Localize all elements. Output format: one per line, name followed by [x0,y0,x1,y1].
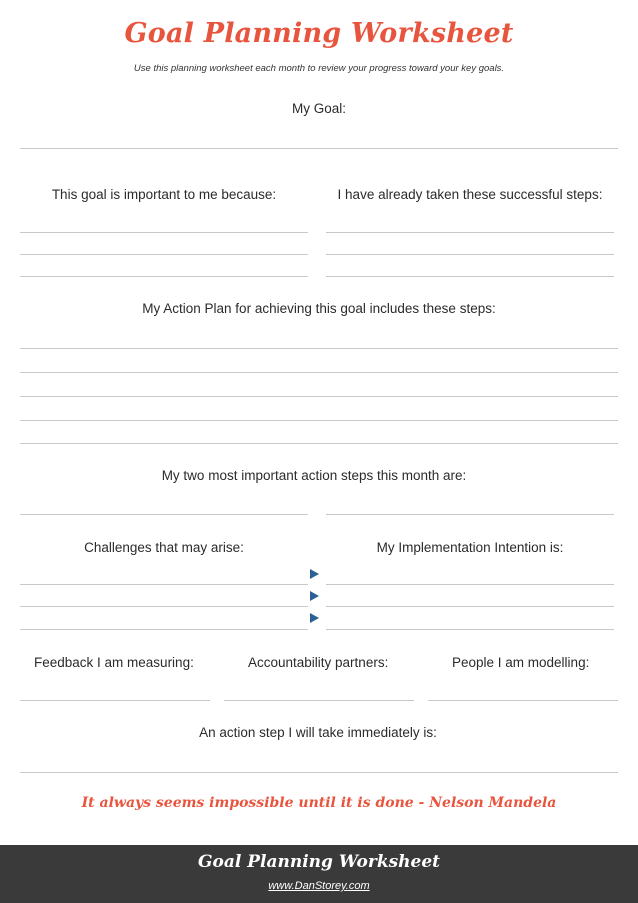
feedback-line[interactable] [20,700,210,701]
important-because-line-1[interactable] [20,232,308,233]
challenges-line-2[interactable] [20,606,308,607]
challenges-line-1[interactable] [20,584,308,585]
page-title: Goal Planning Worksheet [124,18,514,49]
accountability-label: Accountability partners: [248,655,389,670]
action-plan-line-3[interactable] [20,396,618,397]
accountability-line[interactable] [224,700,414,701]
two-steps-line-2[interactable] [326,514,614,515]
successful-steps-line-3[interactable] [326,276,614,277]
important-because-line-2[interactable] [20,254,308,255]
modelling-label: People I am modelling: [452,655,590,670]
two-steps-label: My two most important action steps this month are: [161,468,467,483]
action-plan-line-2[interactable] [20,372,618,373]
implementation-label: My Implementation Intention is: [376,540,564,555]
footer-link[interactable]: www.DanStorey.com [268,880,370,892]
immediate-step-label: An action step I will take immediately is: [199,725,437,740]
challenges-line-3[interactable] [20,629,308,630]
action-plan-line-5[interactable] [20,443,618,444]
successful-steps-label: I have already taken these successful steps: [337,187,603,202]
implementation-line-2[interactable] [326,606,614,607]
important-because-line-3[interactable] [20,276,308,277]
arrow-right-icon [310,591,319,601]
important-because-label: This goal is important to me because: [51,187,277,202]
action-plan-line-1[interactable] [20,348,618,349]
two-steps-line-1[interactable] [20,514,308,515]
footer-title: Goal Planning Worksheet [197,852,441,872]
implementation-line-1[interactable] [326,584,614,585]
arrow-right-icon [310,613,319,623]
my-goal-line[interactable] [20,148,618,149]
successful-steps-line-1[interactable] [326,232,614,233]
challenges-label: Challenges that may arise: [84,540,244,555]
arrow-right-icon [310,569,319,579]
action-plan-label: My Action Plan for achieving this goal includes these steps: [142,301,496,316]
my-goal-label: My Goal: [291,101,346,116]
successful-steps-line-2[interactable] [326,254,614,255]
action-plan-line-4[interactable] [20,420,618,421]
implementation-line-3[interactable] [326,629,614,630]
quote-text: It always seems impossible until it is done - Nelson Mandela [81,795,557,811]
feedback-label: Feedback I am measuring: [34,655,194,670]
immediate-step-line[interactable] [20,772,618,773]
modelling-line[interactable] [428,700,618,701]
page-subtitle: Use this planning worksheet each month to review your progress toward your key goals. [133,63,505,74]
